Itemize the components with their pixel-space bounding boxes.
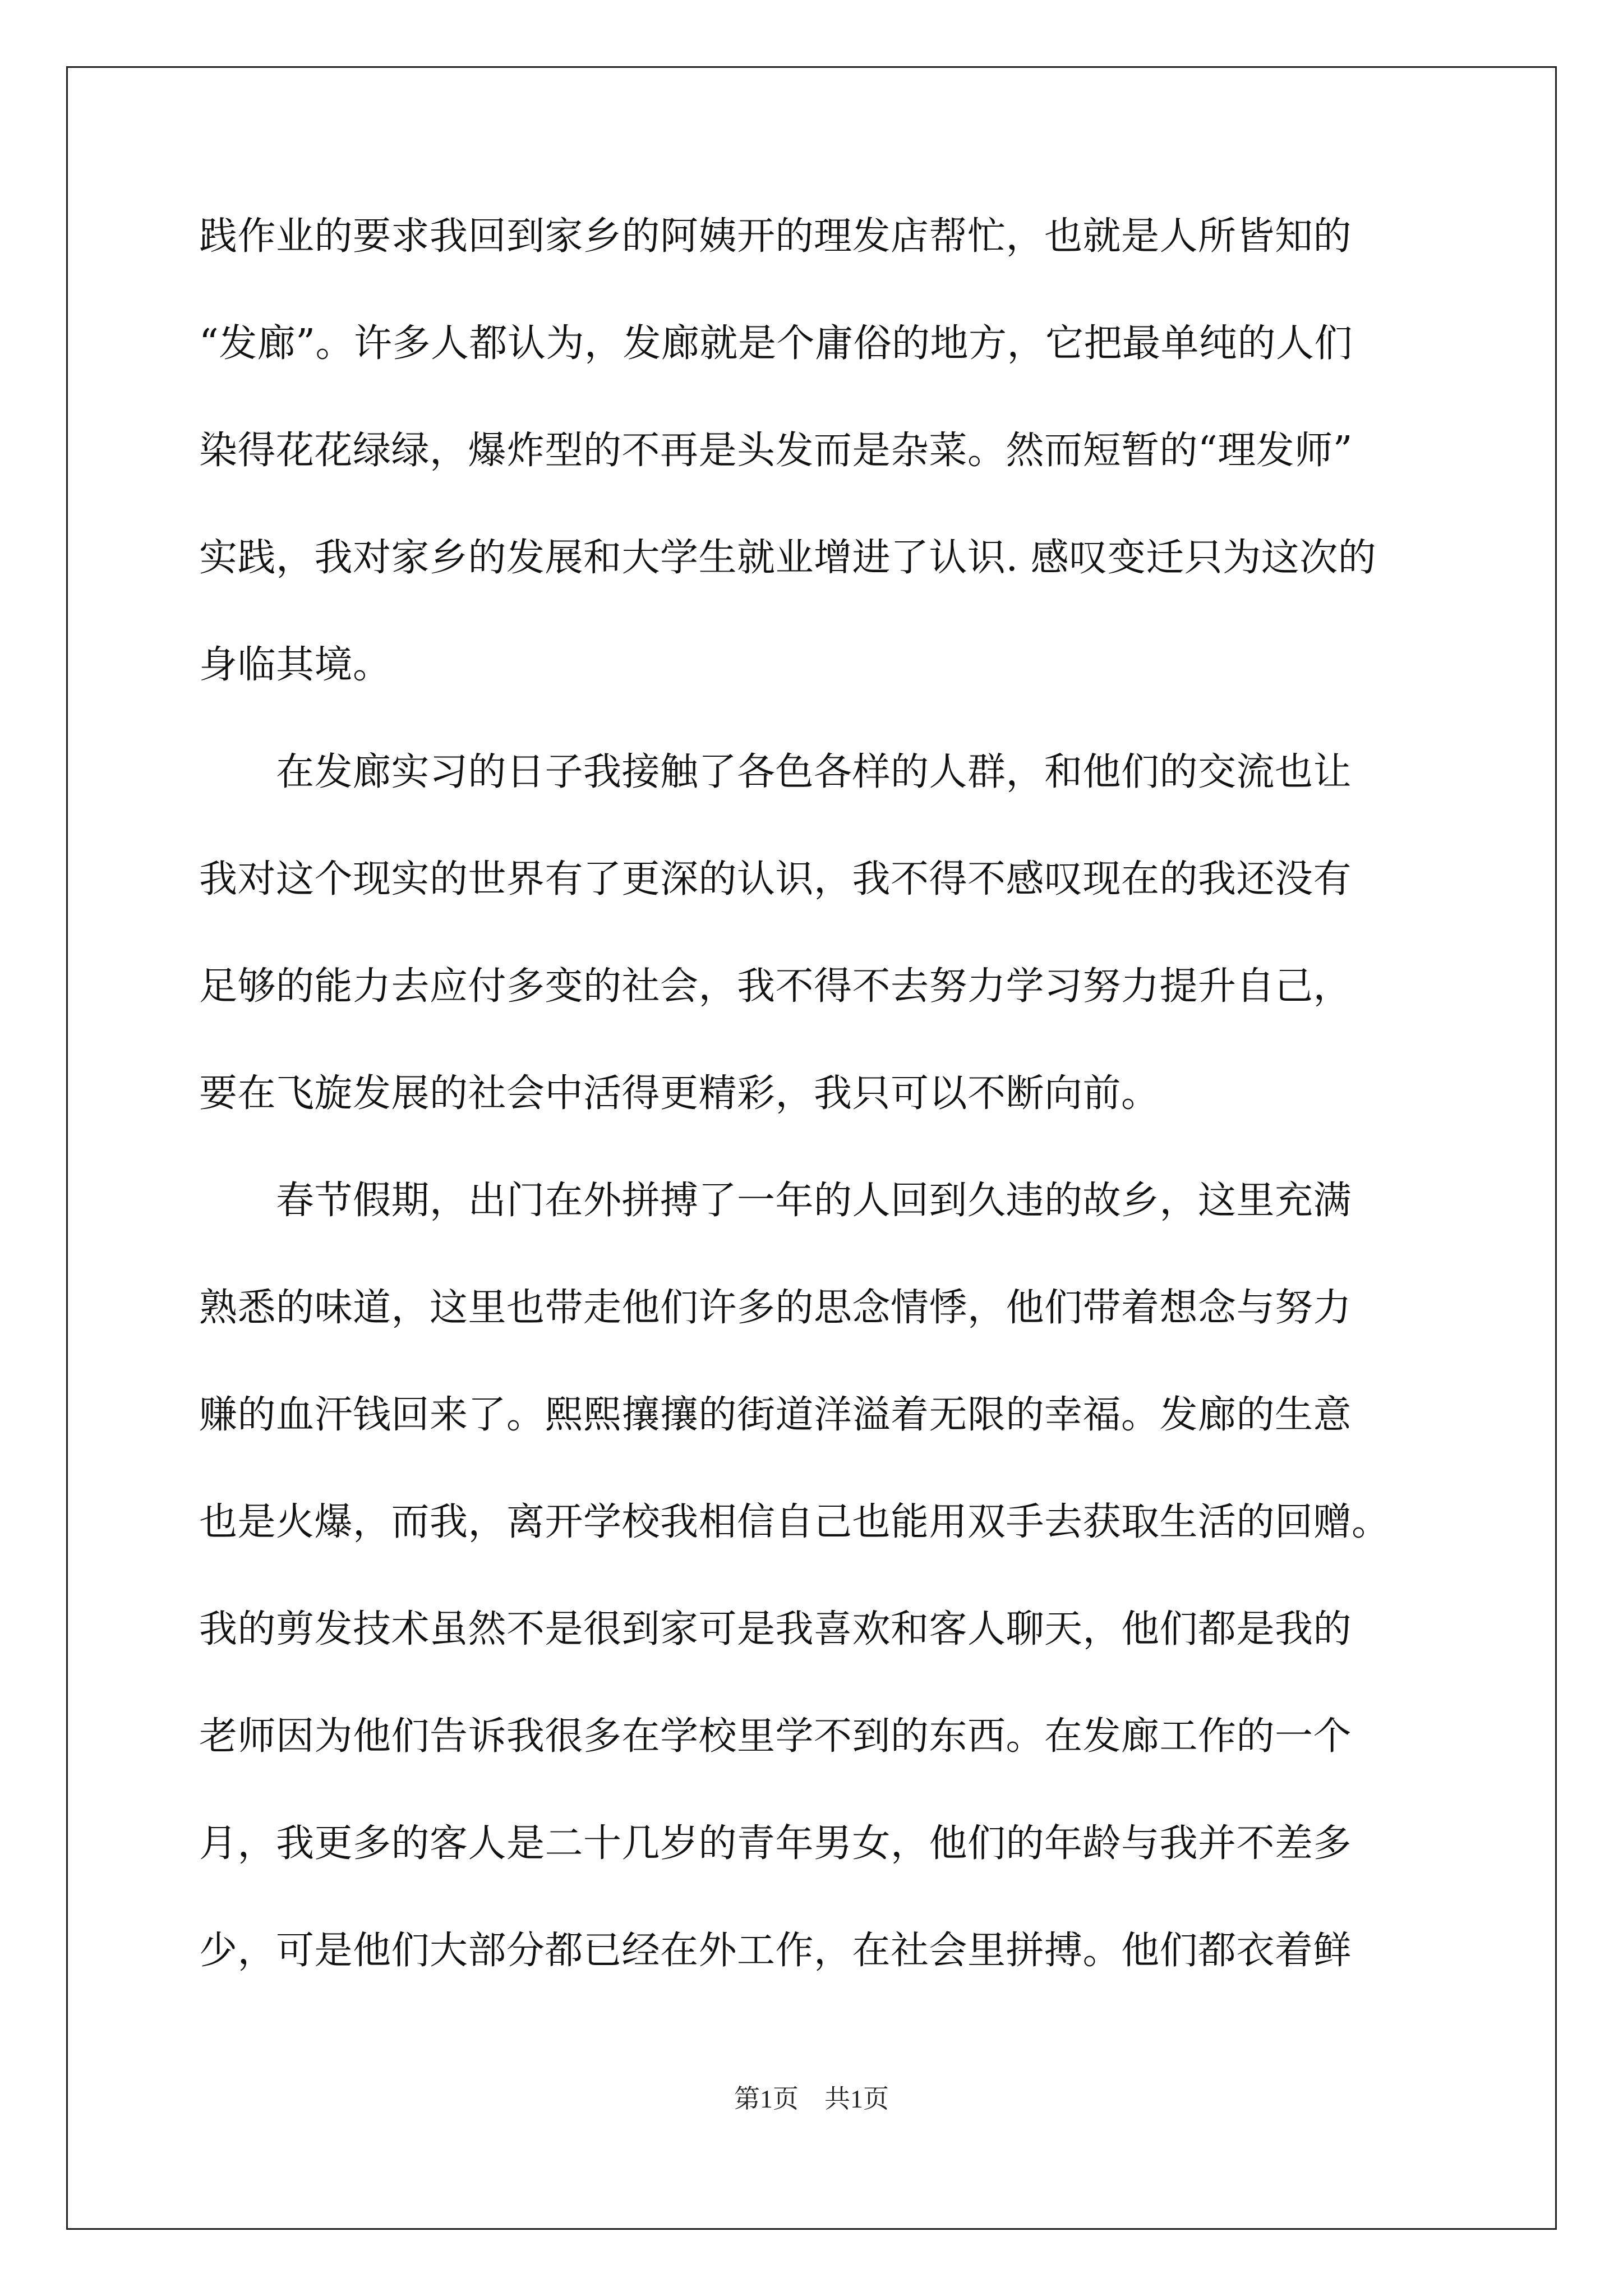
text-line: 染得花花绿绿，爆炸型的不再是头发而是杂菜。然而短暂的“理发师”: [199, 429, 1353, 473]
text-line: 熟悉的味道，这里也带走他们许多的思念情悸，他们带着想念与努力: [199, 1286, 1352, 1330]
page-border: [66, 66, 1557, 2230]
text-line: 我对这个现实的世界有了更深的认识，我不得不感叹现在的我还没有: [199, 857, 1352, 901]
text-line: 实践，我对家乡的发展和大学生就业增进了认识. 感叹变迁只为这次的: [199, 536, 1377, 580]
text-line: 我的剪发技术虽然不是很到家可是我喜欢和客人聊天，他们都是我的: [199, 1607, 1352, 1651]
text-line: 身临其境。: [199, 643, 391, 687]
text-line: 也是火爆，而我，离开学校我相信自己也能用双手去获取生活的回赠。: [199, 1500, 1390, 1544]
text-line: 赚的血汗钱回来了。熙熙攘攘的街道洋溢着无限的幸福。发廊的生意: [199, 1393, 1352, 1437]
text-line: 少，可是他们大部分都已经在外工作，在社会里拼搏。他们都衣着鲜: [199, 1929, 1352, 1973]
text-line: 老师因为他们告诉我很多在学校里学不到的东西。在发廊工作的一个: [199, 1714, 1352, 1759]
page-footer: 第1页 共1页: [734, 2085, 889, 2113]
text-line: 在发廊实习的日子我接触了各色各样的人群，和他们的交流也让: [199, 750, 1352, 794]
text-line: “发廊”。许多人都认为，发廊就是个庸俗的地方，它把最单纯的人们: [199, 321, 1353, 366]
text-line: 要在飞旋发展的社会中活得更精彩，我只可以不断向前。: [199, 1071, 1160, 1116]
text-line: 月，我更多的客人是二十几岁的青年男女，他们的年龄与我并不差多: [199, 1821, 1352, 1866]
text-line: 春节假期，出门在外拼搏了一年的人回到久违的故乡，这里充满: [199, 1179, 1352, 1223]
text-line: 践作业的要求我回到家乡的阿姨开的理发店帮忙，也就是人所皆知的: [199, 214, 1352, 259]
text-line: 足够的能力去应付多变的社会，我不得不去努力学习努力提升自己，: [199, 964, 1352, 1009]
